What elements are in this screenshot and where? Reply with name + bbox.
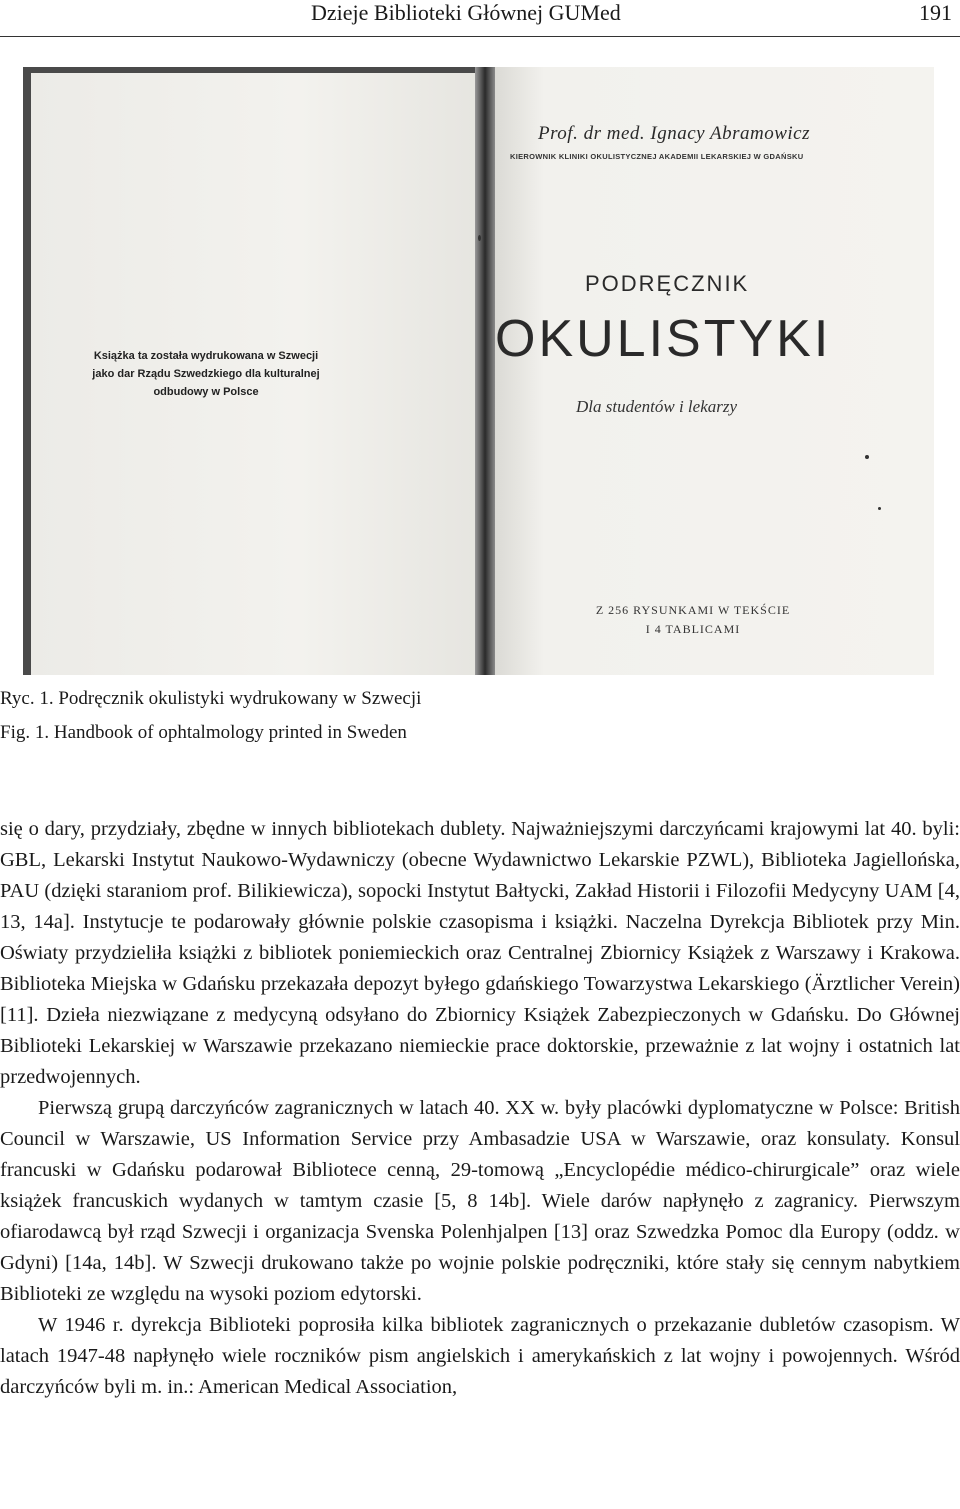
dedication-line: jako dar Rządu Szwedzkiego dla kulturalnej bbox=[92, 368, 320, 380]
book-author: Prof. dr med. Ignacy Abramowicz bbox=[538, 123, 810, 144]
paper-speck bbox=[878, 507, 881, 510]
paper-speck bbox=[865, 455, 869, 459]
book-author-affiliation: KIEROWNIK KLINIKI OKULISTYCZNEJ AKADEMII LEKARSKIEJ W GDAŃSKU bbox=[510, 152, 804, 161]
dedication-line: odbudowy w Polsce bbox=[153, 386, 259, 398]
book-figures-line: Z 256 RYSUNKAMI W TEKŚCIE bbox=[595, 603, 791, 617]
body-text bbox=[0, 814, 960, 1403]
book-spine-shadow bbox=[475, 67, 495, 675]
running-title: Dzieje Biblioteki Głównej GUMed bbox=[311, 0, 621, 25]
book-photograph bbox=[23, 67, 934, 675]
book-title-kicker: PODRĘCZNIK bbox=[585, 271, 750, 296]
figure-caption-english: Fig. 1. Handbook of ophtalmology printed in Sweden bbox=[0, 722, 407, 743]
book-figures-note bbox=[543, 601, 843, 639]
paper-speck bbox=[478, 235, 481, 241]
paragraph: W 1946 r. dyrekcja Biblioteki poprosiła kilka bibliotek zagranicznych o przekazanie dubletów czasopism. W latach 1947-48 napłynęło wiele roczników pism angielskich i amerykańskich z lat wojny i powojennych. Wśród darczyńców byli m. in.: American Medical Association, bbox=[0, 1314, 960, 1398]
dedication-text bbox=[71, 347, 341, 401]
book-subtitle: Dla studentów i lekarzy bbox=[576, 397, 738, 416]
book-figures-line: I 4 TABLICAMI bbox=[645, 622, 741, 636]
book-title: OKULISTYKI bbox=[495, 310, 832, 368]
paragraph: się o dary, przydziały, zbędne w innych bibliotekach dublety. Najważniejszymi darczyńcami krajowymi lat 40. byli: GBL, Lekarski Instytut Naukowo-Wydawniczy (obecne Wydawnictwo Lekarskie PZWL), Biblioteka Jagiellońska, PAU (dzięki staraniom prof. Bilikiewicza), sopocki Instytut Bałtycki, Zakład Historii i Filozofii Medycyny UAM [4, 13, 14a]. Instytucje te podarowały głównie polskie czasopisma i książki. Naczelna Dyrekcja Bibliotek przy Min. Oświaty przydzieliła książki z bibliotek poniemieckich oraz Centralnej Zbiornicy Książek z Warszawy i Krakowa. Biblioteka Miejska w Gdańsku przekazała depozyt byłego gdańskiego Towarzystwa Lekarskiego (Ärztlicher Verein) [11]. Dzieła niezwiązane z medycyną odsyłano do Zbiornicy Książek Zabezpieczonych w Gdańsku. Do Głównej Biblioteki Lekarskiej w Warszawie przekazano niemieckie prace doktorskie, przeważnie z lat wojny i ostatnich lat przedwojennych. bbox=[0, 818, 960, 1088]
figure-caption-polish: Ryc. 1. Podręcznik okulistyki wydrukowany w Szwecji bbox=[0, 688, 422, 709]
paragraph: Pierwszą grupą darczyńców zagranicznych w latach 40. XX w. były placówki dyplomatyczne w Polsce: British Council w Warszawie, US Information Service przy Ambasadzie USA w Warszawie, oraz konsulaty. Konsul francuski w Gdańsku podarował Bibliotece cenną, 29-tomową „Encyclopédie médico-chirurgicale” oraz wiele książek francuskich wydanych w tamtym czasie [5, 8 14b]. Wiele darów napłynęło z zagranicy. Pierwszym ofiarodawcą był rząd Szwecji i organizacja Svenska Polenhjalpen [13] oraz Szwedzka Pomoc dla Europy (oddz. w Gdyni) [14a, 14b]. W Szwecji drukowano także po wojnie polskie podręczniki, które stały się cennym nabytkiem Biblioteki ze względu na wysoki poziom edytorski. bbox=[0, 1097, 960, 1305]
book-left-page bbox=[31, 73, 479, 675]
page-header bbox=[0, 0, 960, 37]
page-number: 191 bbox=[919, 0, 952, 25]
dedication-line: Książka ta została wydrukowana w Szwecji bbox=[93, 350, 319, 362]
